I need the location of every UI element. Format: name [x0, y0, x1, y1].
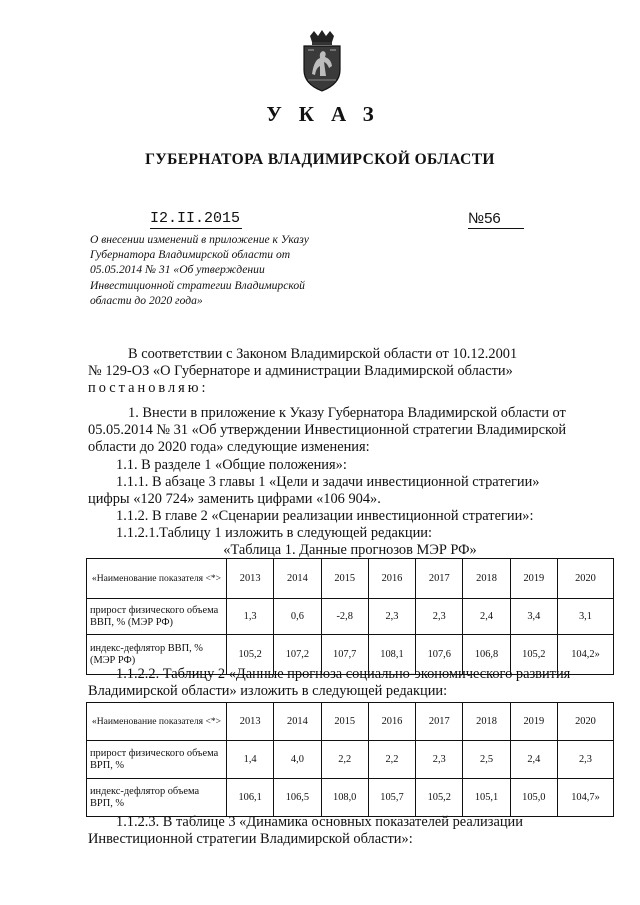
year-header: 2019 — [510, 559, 557, 599]
cell-value: 2,3 — [557, 741, 613, 779]
item-1-1-2-3 — [88, 814, 612, 848]
cell-value: 107,7 — [321, 635, 368, 675]
preamble-line: В соответствии с Законом Владимирской области от 10.12.2001 — [128, 346, 518, 362]
cell-value: 2,3 — [368, 599, 415, 635]
cell-value: -2,8 — [321, 599, 368, 635]
table-row — [87, 741, 614, 779]
decree-number: №56 — [468, 210, 524, 229]
cell-value: 107,6 — [416, 635, 463, 675]
cell-value: 2,2 — [368, 741, 415, 779]
decree-date: I2.II.2015 — [150, 210, 241, 227]
vladimir-coat-of-arms-icon — [300, 30, 344, 92]
cell-value: 108,1 — [368, 635, 415, 675]
item-1-1-2-3-line: Инвестиционной стратегии Владимирской области»: — [88, 831, 413, 848]
subject-line: 05.05.2014 № 31 «Об утверждении — [90, 263, 265, 277]
cell-value: 2,2 — [321, 741, 368, 779]
table-row — [87, 779, 614, 817]
year-header: 2020 — [557, 703, 613, 741]
table-1 — [86, 558, 614, 675]
cell-value: 1,4 — [227, 741, 274, 779]
cell-value: 105,2 — [416, 779, 463, 817]
decree-subject — [90, 232, 346, 308]
year-header: 2014 — [274, 703, 321, 741]
row-label: индекс-дефлятор объема ВРП, % — [87, 779, 227, 817]
cell-value: 2,3 — [416, 741, 463, 779]
cell-value: 104,7» — [557, 779, 613, 817]
table-header-row — [87, 703, 614, 741]
item-1-1-2: 1.1.2. В главе 2 «Сценарии реализации инвестиционной стратегии»: — [116, 508, 534, 525]
document-subtitle: ГУБЕРНАТОРА ВЛАДИМИРСКОЙ ОБЛАСТИ — [145, 151, 495, 168]
subject-line: Губернатора Владимирской области от — [90, 248, 291, 262]
item-1-1-2-2-line: Владимирской области» изложить в следующей редакции: — [88, 683, 448, 700]
item-1-1-2-2 — [88, 666, 612, 700]
subject-line: области до 2020 года» — [90, 293, 203, 307]
subject-line: О внесении изменений в приложение к Указу — [90, 233, 309, 246]
item-1-1-2-3-line: 1.1.2.3. В таблице 3 «Динамика основных показателей реализации — [116, 814, 523, 830]
cell-value: 106,5 — [274, 779, 321, 817]
table-header-label: «Наименование показателя <*> — [87, 559, 227, 599]
subject-line: Инвестиционной стратегии Владимирской — [90, 278, 305, 292]
year-header: 2016 — [368, 703, 415, 741]
row-label: прирост физического объема ВРП, % — [87, 741, 227, 779]
item-1-line: области до 2020 года» следующие изменения: — [88, 439, 370, 456]
year-header: 2016 — [368, 559, 415, 599]
year-header: 2019 — [510, 703, 557, 741]
cell-value: 0,6 — [274, 599, 321, 635]
item-1-1-2-1: 1.1.2.1.Таблицу 1 изложить в следующей редакции: — [116, 525, 433, 542]
cell-value: 2,4 — [510, 741, 557, 779]
row-label: прирост физического объема ВВП, % (МЭР РФ) — [87, 599, 227, 635]
item-1-1-2-2-line: 1.1.2.2. Таблицу 2 «Данные прогноза социально-экономического развития — [116, 666, 571, 682]
item-1-1: 1.1. В разделе 1 «Общие положения»: — [116, 456, 347, 473]
cell-value: 105,7 — [368, 779, 415, 817]
preamble — [88, 346, 612, 398]
cell-value: 108,0 — [321, 779, 368, 817]
preamble-line: № 129-ОЗ «О Губернаторе и администрации Владимирской области» — [88, 363, 513, 380]
year-header: 2017 — [416, 703, 463, 741]
cell-value: 105,2 — [227, 635, 274, 675]
cell-value: 3,4 — [510, 599, 557, 635]
year-header: 2014 — [274, 559, 321, 599]
decree-items — [88, 405, 612, 543]
year-header: 2018 — [463, 559, 510, 599]
item-1-1-1-line: 1.1.1. В абзаце 3 главы 1 «Цели и задачи инвестиционной стратегии» — [116, 473, 540, 490]
year-header: 2018 — [463, 703, 510, 741]
cell-value: 2,4 — [463, 599, 510, 635]
cell-value: 105,2 — [510, 635, 557, 675]
cell-value: 1,3 — [227, 599, 274, 635]
year-header: 2013 — [227, 703, 274, 741]
cell-value: 3,1 — [557, 599, 613, 635]
cell-value: 104,2» — [557, 635, 613, 675]
item-1-line: 05.05.2014 № 31 «Об утверждении Инвестиционной стратегии Владимирской — [88, 422, 567, 439]
table-header-label: «Наименование показателя <*> — [87, 703, 227, 741]
year-header: 2020 — [557, 559, 613, 599]
cell-value: 2,5 — [463, 741, 510, 779]
table-row — [87, 599, 614, 635]
cell-value: 2,3 — [416, 599, 463, 635]
document-title: УКАЗ — [266, 102, 391, 126]
table-1-caption: «Таблица 1. Данные прогнозов МЭР РФ» — [223, 542, 477, 558]
cell-value: 107,2 — [274, 635, 321, 675]
table-2 — [86, 702, 614, 817]
cell-value: 105,0 — [510, 779, 557, 817]
item-1-line: 1. Внести в приложение к Указу Губернатора Владимирской области от — [128, 405, 566, 421]
year-header: 2013 — [227, 559, 274, 599]
cell-value: 4,0 — [274, 741, 321, 779]
item-1-1-1-line: цифры «120 724» заменить цифрами «106 904». — [88, 491, 381, 508]
preamble-resolve: постановляю: — [88, 380, 209, 397]
cell-value: 105,1 — [463, 779, 510, 817]
year-header: 2015 — [321, 703, 368, 741]
year-header: 2015 — [321, 559, 368, 599]
table-header-row — [87, 559, 614, 599]
year-header: 2017 — [416, 559, 463, 599]
row-label: индекс-дефлятор ВВП, % (МЭР РФ) — [87, 635, 227, 675]
cell-value: 106,8 — [463, 635, 510, 675]
cell-value: 106,1 — [227, 779, 274, 817]
